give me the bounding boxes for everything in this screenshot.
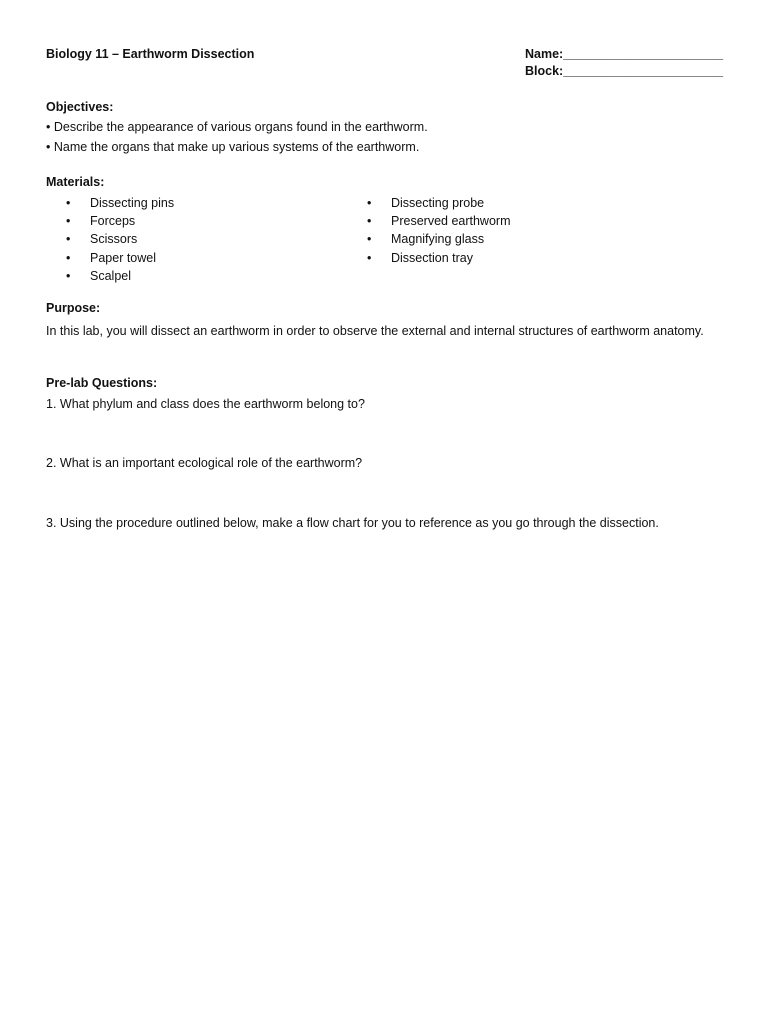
prelab-heading: Pre-lab Questions:	[46, 376, 158, 390]
bullet-icon: •	[367, 232, 372, 247]
material-label: Scalpel	[90, 268, 131, 283]
material-label: Paper towel	[90, 250, 157, 265]
prelab-question: 3. Using the procedure outlined below, make a flow chart for you to reference as you go through the dissection.	[46, 516, 659, 530]
bullet-icon: •	[367, 214, 372, 229]
name-field-label: Name:_______________________	[525, 47, 724, 61]
material-label: Dissection tray	[391, 250, 473, 265]
objectives-heading: Objectives:	[46, 100, 114, 114]
objective-item: • Describe the appearance of various organs found in the earthworm.	[46, 120, 428, 134]
bullet-icon: •	[367, 250, 372, 265]
purpose-text: In this lab, you will dissect an earthworm in order to observe the external and internal structures of earthworm anatomy.	[46, 324, 704, 338]
material-label: Dissecting probe	[391, 196, 485, 210]
material-label: Dissecting pins	[90, 196, 175, 210]
bullet-icon: •	[66, 268, 71, 283]
bullet-icon: •	[66, 196, 71, 210]
block-field-label: Block:_______________________	[525, 64, 724, 78]
objective-item: • Name the organs that make up various systems of the earthworm.	[46, 140, 420, 154]
document-title: Biology 11 – Earthworm Dissection	[46, 47, 255, 61]
prelab-question: 1. What phylum and class does the earthworm belong to?	[46, 397, 365, 411]
material-label: Scissors	[90, 232, 138, 247]
bullet-icon: •	[367, 196, 372, 210]
material-label: Forceps	[90, 214, 136, 229]
material-label: Magnifying glass	[391, 232, 485, 247]
material-label: Preserved earthworm	[391, 214, 511, 229]
materials-heading: Materials:	[46, 175, 105, 189]
bullet-icon: •	[66, 232, 71, 247]
bullet-icon: •	[66, 214, 71, 229]
purpose-heading: Purpose:	[46, 301, 101, 315]
prelab-question: 2. What is an important ecological role of the earthworm?	[46, 456, 363, 470]
bullet-icon: •	[66, 250, 71, 265]
